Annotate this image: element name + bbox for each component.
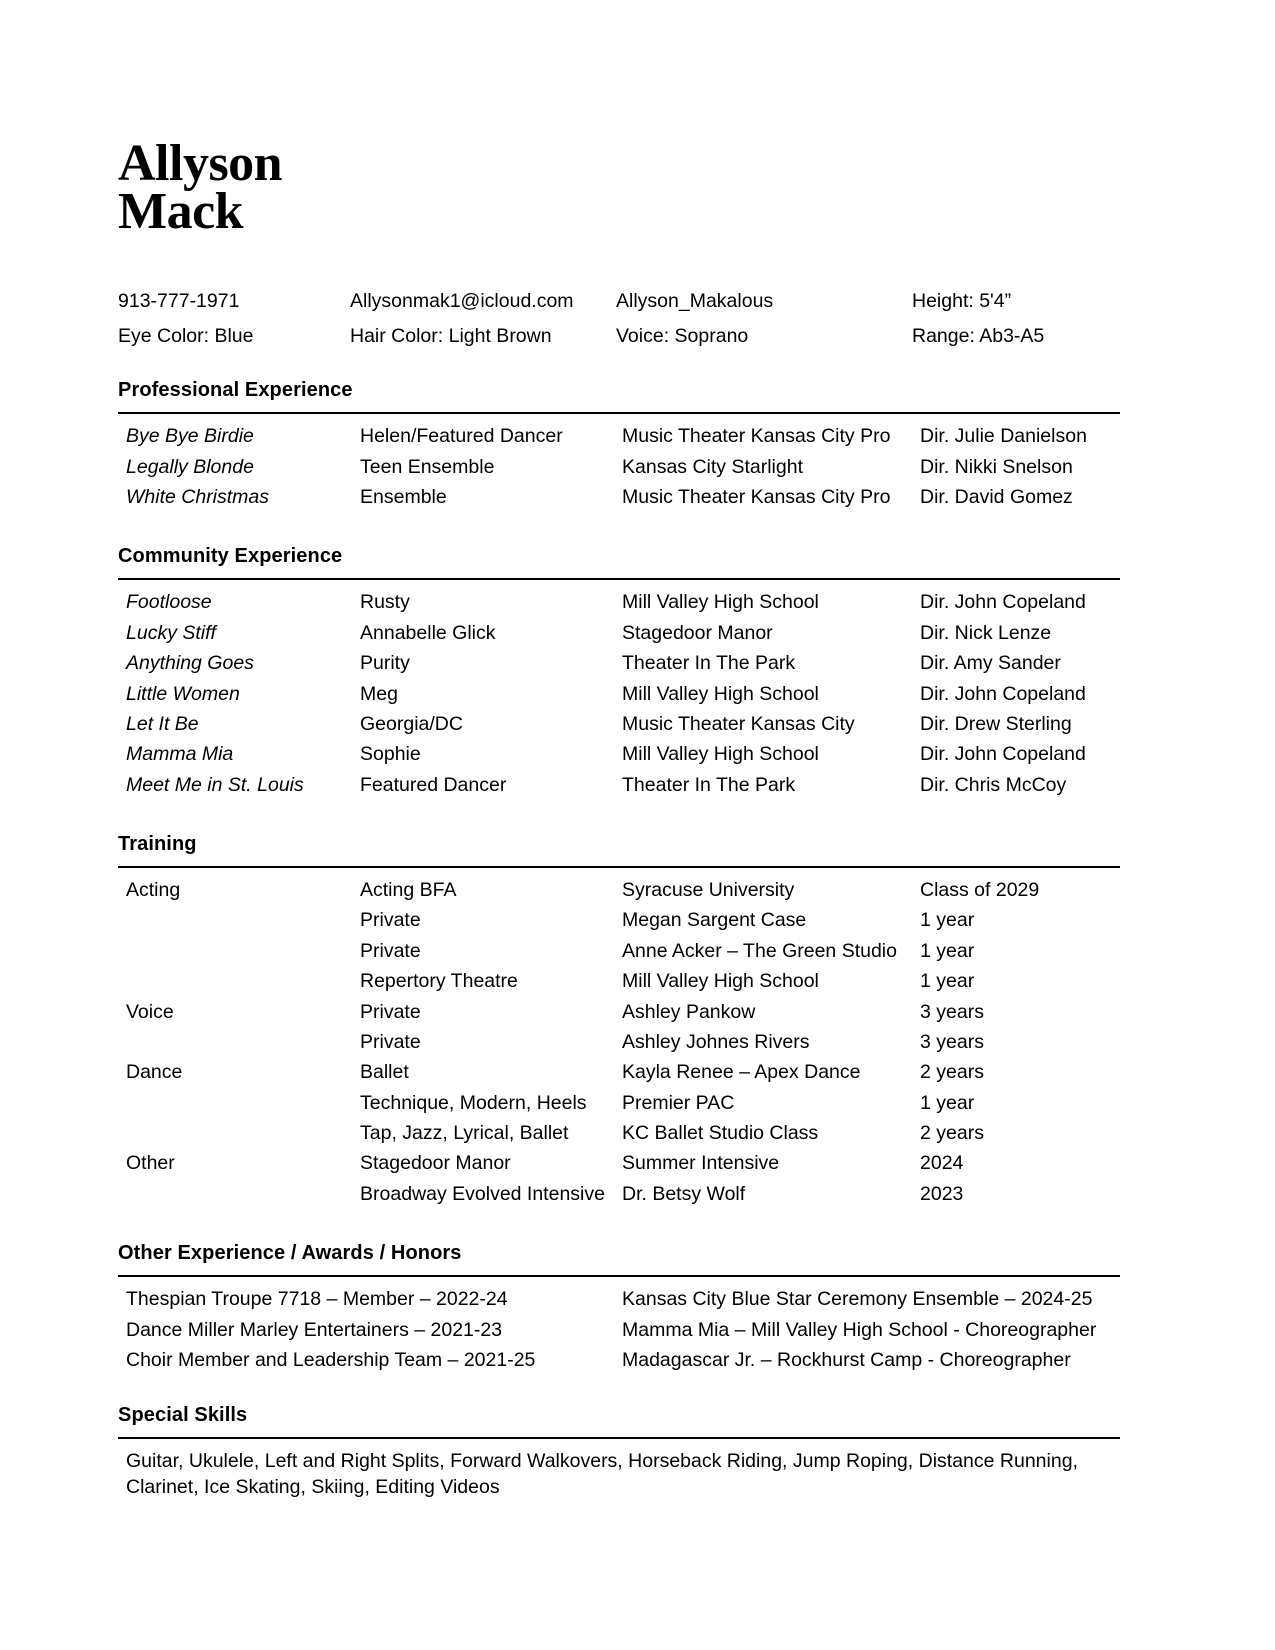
table-row — [118, 1000, 1120, 1030]
section-divider — [118, 1275, 1120, 1277]
credit-director: Dir. Nikki Snelson — [920, 455, 1073, 478]
spacer — [118, 1378, 1120, 1404]
credit-director: Dir. Chris McCoy — [920, 773, 1067, 796]
credit-show-title: Legally Blonde — [126, 455, 254, 478]
training-instructor: Megan Sargent Case — [622, 909, 807, 932]
table-row — [118, 485, 1120, 515]
table-row — [118, 939, 1120, 969]
social-handle: Allyson_Makalous — [616, 289, 774, 312]
training-type: Private — [360, 1000, 421, 1023]
table-row — [118, 455, 1120, 485]
phone-number: 913-777-1971 — [118, 289, 240, 312]
training-category: Voice — [126, 1000, 174, 1023]
credit-role: Annabelle Glick — [360, 621, 496, 644]
last-name: Mack — [118, 182, 244, 240]
training-instructor: Ashley Pankow — [622, 1000, 756, 1023]
training-category — [118, 1091, 360, 1121]
credit-company: Music Theater Kansas City — [622, 712, 855, 735]
credit-company: Mill Valley High School — [622, 682, 819, 705]
table-row — [118, 1091, 1120, 1121]
training-type: Private — [360, 1030, 421, 1053]
table-row — [118, 1182, 1120, 1212]
credit-role: Featured Dancer — [360, 773, 507, 796]
training-instructor: Ashley Johnes Rivers — [622, 1030, 810, 1053]
table-row — [118, 969, 1120, 999]
training-duration: 1 year — [920, 970, 975, 993]
table-row — [118, 1121, 1120, 1151]
table-row — [118, 1030, 1120, 1060]
special-skills-text: Guitar, Ukulele, Left and Right Splits, Forward Walkovers, Horseback Riding, Jump Roping, Distance Running, Clarinet, Ice Skating, Skiing, Editing Videos — [126, 1450, 1078, 1498]
credit-director: Dir. Julie Danielson — [920, 425, 1087, 448]
credit-director: Dir. Amy Sander — [920, 652, 1061, 675]
training-category — [118, 908, 360, 938]
training-category — [118, 969, 360, 999]
training-duration: Class of 2029 — [920, 879, 1040, 902]
training-category: Acting — [126, 879, 181, 902]
awards-table — [118, 1287, 1120, 1378]
award-entry: Choir Member and Leadership Team – 2021-25 — [126, 1348, 536, 1371]
training-instructor: KC Ballet Studio Class — [622, 1122, 819, 1145]
training-instructor: Anne Acker – The Green Studio — [622, 939, 897, 962]
email-address: Allysonmak1@icloud.com — [350, 289, 574, 312]
training-category — [118, 1182, 360, 1212]
credit-company: Theater In The Park — [622, 773, 796, 796]
table-row — [118, 712, 1120, 742]
training-instructor: Summer Intensive — [622, 1152, 780, 1175]
table-row — [118, 742, 1120, 772]
table-row — [118, 1348, 1120, 1378]
award-entry: Thespian Troupe 7718 – Member – 2022-24 — [126, 1288, 508, 1311]
credit-role: Teen Ensemble — [360, 455, 495, 478]
award-entry: Dance Miller Marley Entertainers – 2021-23 — [126, 1318, 503, 1341]
vocal-range-value: Range: Ab3-A5 — [912, 324, 1045, 347]
training-type: Stagedoor Manor — [360, 1152, 511, 1175]
section-heading: Training — [118, 833, 197, 856]
training-duration: 2 years — [920, 1061, 984, 1084]
training-duration: 2 years — [920, 1122, 984, 1145]
section-awards-honors — [118, 1242, 1120, 1378]
credit-show-title: Little Women — [126, 682, 240, 705]
training-type: Broadway Evolved Intensive — [360, 1182, 605, 1205]
award-entry: Kansas City Blue Star Ceremony Ensemble – 2024-25 — [622, 1288, 1093, 1311]
table-row — [118, 590, 1120, 620]
training-table — [118, 878, 1120, 1212]
award-entry: Madagascar Jr. – Rockhurst Camp - Choreographer — [622, 1348, 1071, 1371]
section-special-skills — [118, 1404, 1120, 1500]
credit-show-title: Mamma Mia — [126, 743, 234, 766]
credit-role: Ensemble — [360, 486, 447, 509]
training-category: Dance — [126, 1061, 183, 1084]
training-type: Ballet — [360, 1061, 409, 1084]
training-type: Repertory Theatre — [360, 970, 518, 993]
section-heading: Community Experience — [118, 545, 343, 568]
credit-show-title: Bye Bye Birdie — [126, 425, 254, 448]
award-entry: Mamma Mia – Mill Valley High School - Choreographer — [622, 1318, 1097, 1341]
credit-role: Rusty — [360, 591, 410, 614]
section-heading: Special Skills — [118, 1404, 248, 1427]
credit-show-title: Anything Goes — [126, 652, 254, 675]
section-professional-experience — [118, 379, 1120, 515]
credit-role: Meg — [360, 682, 398, 705]
training-instructor: Premier PAC — [622, 1091, 735, 1114]
spacer — [118, 1212, 1120, 1242]
training-type: Private — [360, 939, 421, 962]
credit-role: Sophie — [360, 743, 421, 766]
hair-color-value: Hair Color: Light Brown — [350, 324, 552, 347]
training-instructor: Dr. Betsy Wolf — [622, 1182, 746, 1205]
training-category — [118, 939, 360, 969]
training-instructor: Kayla Renee – Apex Dance — [622, 1061, 861, 1084]
page-title — [118, 135, 1120, 240]
table-row — [118, 1060, 1120, 1090]
credit-company: Theater In The Park — [622, 652, 796, 675]
table-row — [118, 651, 1120, 681]
credit-director: Dir. John Copeland — [920, 682, 1086, 705]
section-divider — [118, 866, 1120, 868]
credit-company: Kansas City Starlight — [622, 455, 803, 478]
credit-director: Dir. Nick Lenze — [920, 621, 1052, 644]
credit-company: Mill Valley High School — [622, 591, 819, 614]
credit-director: Dir. Drew Sterling — [920, 712, 1072, 735]
training-category: Other — [126, 1152, 175, 1175]
credit-company: Music Theater Kansas City Pro — [622, 486, 891, 509]
table-row — [118, 682, 1120, 712]
credit-director: Dir. John Copeland — [920, 591, 1086, 614]
section-heading: Other Experience / Awards / Honors — [118, 1242, 462, 1265]
training-duration: 2023 — [920, 1182, 964, 1205]
training-instructor: Syracuse University — [622, 879, 795, 902]
first-name: Allyson — [118, 135, 283, 192]
training-duration: 3 years — [920, 1030, 984, 1053]
section-divider — [118, 412, 1120, 414]
section-community-experience — [118, 545, 1120, 803]
section-divider — [118, 1437, 1120, 1439]
training-type: Tap, Jazz, Lyrical, Ballet — [360, 1122, 569, 1145]
height-value: Height: 5'4” — [912, 289, 1012, 312]
training-duration: 3 years — [920, 1000, 984, 1023]
spacer — [118, 515, 1120, 545]
training-duration: 1 year — [920, 939, 975, 962]
table-row — [118, 621, 1120, 651]
table-row — [118, 1318, 1120, 1348]
credit-show-title: White Christmas — [126, 486, 270, 509]
credit-director: Dir. David Gomez — [920, 486, 1073, 509]
credit-company: Stagedoor Manor — [622, 621, 773, 644]
credit-show-title: Let It Be — [126, 712, 199, 735]
training-category — [118, 1121, 360, 1151]
training-category — [118, 1030, 360, 1060]
training-instructor: Mill Valley High School — [622, 970, 819, 993]
section-divider — [118, 578, 1120, 580]
credit-role: Georgia/DC — [360, 712, 463, 735]
credit-show-title: Meet Me in St. Louis — [126, 773, 304, 796]
credit-director: Dir. John Copeland — [920, 743, 1086, 766]
credit-role: Helen/Featured Dancer — [360, 425, 563, 448]
voice-type-value: Voice: Soprano — [616, 324, 749, 347]
table-row — [118, 908, 1120, 938]
credit-role: Purity — [360, 652, 410, 675]
training-duration: 1 year — [920, 1091, 975, 1114]
contact-info — [118, 288, 1120, 350]
table-row — [118, 878, 1120, 908]
credit-show-title: Lucky Stiff — [126, 621, 216, 644]
table-row — [118, 424, 1120, 454]
training-duration: 1 year — [920, 909, 975, 932]
spacer — [118, 803, 1120, 833]
credit-show-title: Footloose — [126, 591, 212, 614]
training-duration: 2024 — [920, 1152, 964, 1175]
eye-color-value: Eye Color: Blue — [118, 324, 254, 347]
training-type: Acting BFA — [360, 879, 457, 902]
credit-company: Mill Valley High School — [622, 743, 819, 766]
section-training — [118, 833, 1120, 1212]
section-heading: Professional Experience — [118, 379, 353, 402]
professional-credits-table — [118, 424, 1120, 515]
table-row — [118, 1151, 1120, 1181]
community-credits-table — [118, 590, 1120, 803]
table-row — [118, 1287, 1120, 1317]
training-type: Technique, Modern, Heels — [360, 1091, 587, 1114]
training-type: Private — [360, 909, 421, 932]
credit-company: Music Theater Kansas City Pro — [622, 425, 891, 448]
table-row — [118, 773, 1120, 803]
